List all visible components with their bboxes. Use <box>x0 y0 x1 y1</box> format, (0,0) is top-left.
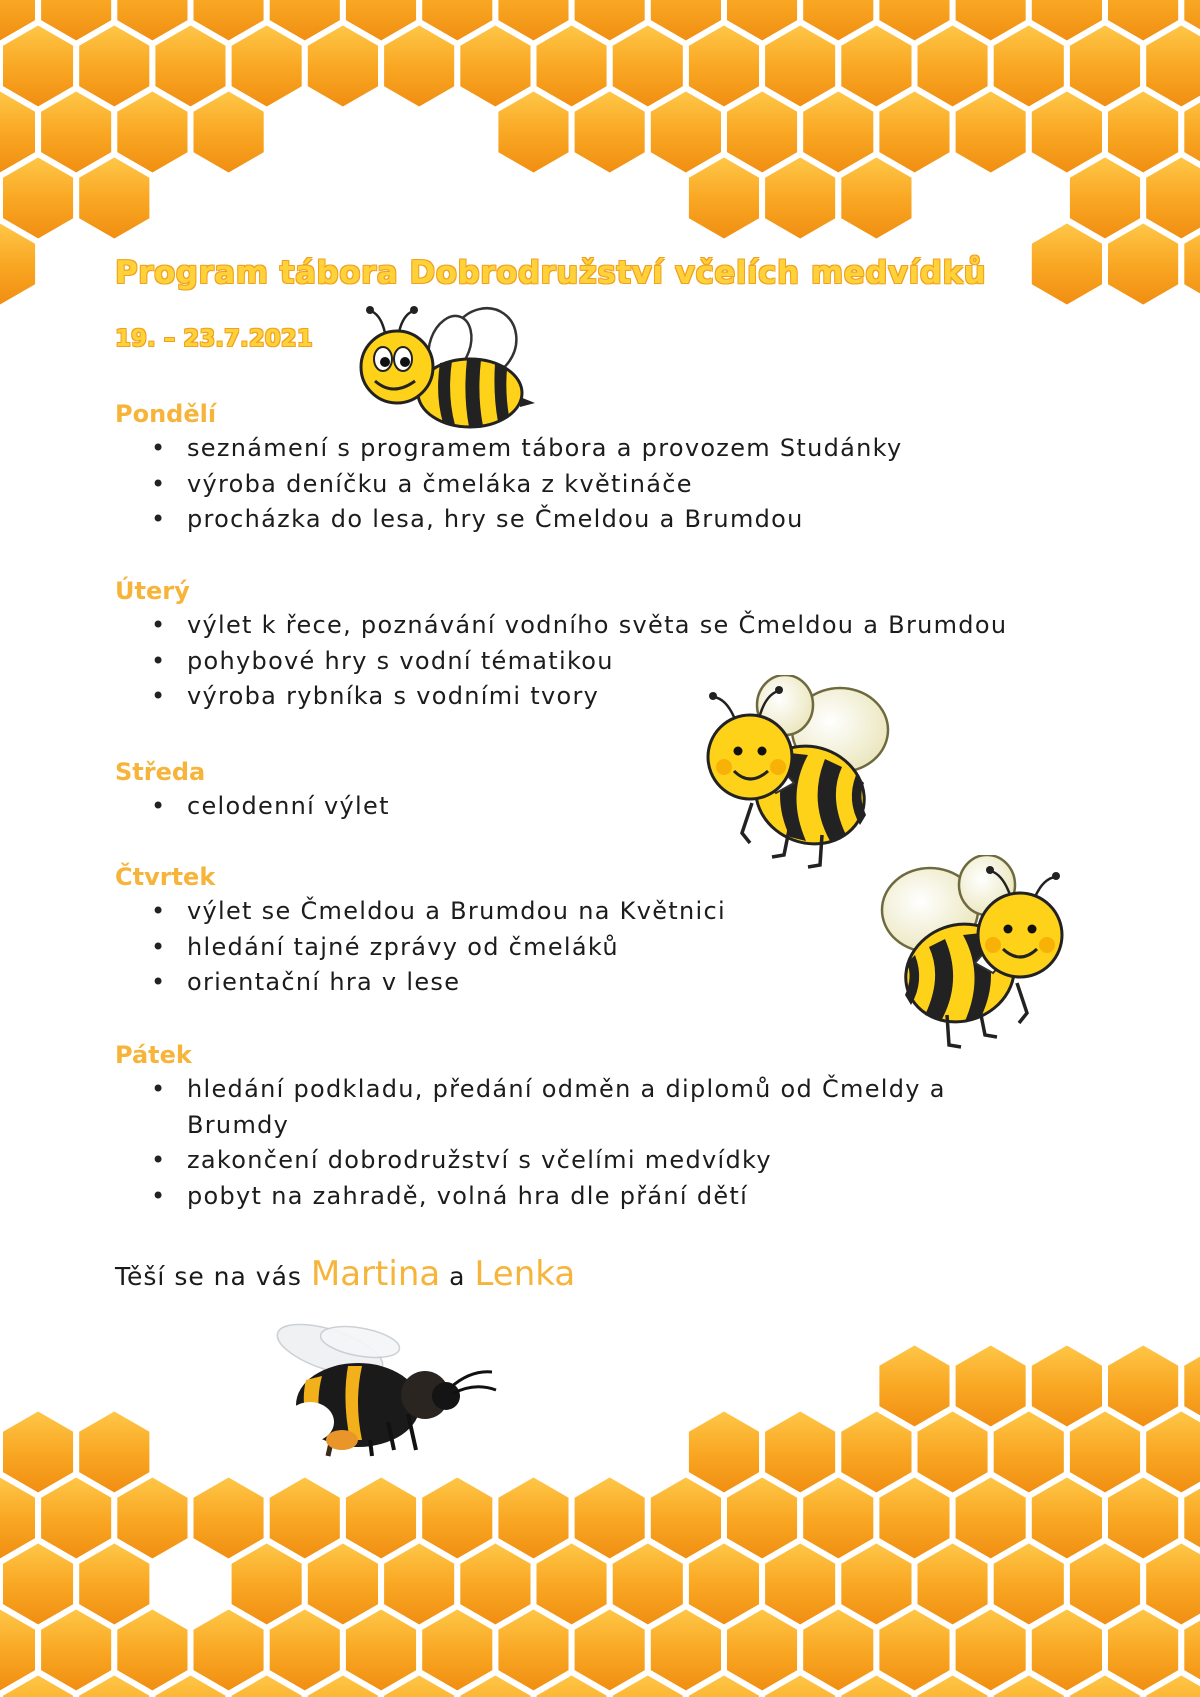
signoff-joiner: a <box>449 1262 466 1291</box>
signoff-prefix: Těší se na vás <box>115 1262 302 1291</box>
activity-list <box>115 1072 1115 1214</box>
activity-item: • seznámení s programem tábora a provozem Studánky <box>187 431 1115 467</box>
day-heading: Pátek <box>115 1041 192 1069</box>
day-heading: Čtvrtek <box>115 863 216 891</box>
activity-list <box>115 789 1115 825</box>
activity-item: • orientační hra v lese <box>187 965 1115 1001</box>
page-title: Program tábora Dobrodružství včelích medvídků <box>115 255 987 291</box>
activity-item: • výroba deníčku a čmeláka z květináče <box>187 467 1115 503</box>
signoff <box>115 1254 575 1294</box>
activity-item: • hledání tajné zprávy od čmeláků <box>187 930 1115 966</box>
cartoon-bee-icon <box>355 305 540 435</box>
activity-item: • pohybové hry s vodní tématikou <box>187 644 1115 680</box>
day-wednesday <box>115 755 1115 825</box>
activity-list <box>115 608 1115 715</box>
day-heading: Úterý <box>115 577 190 605</box>
day-heading: Středa <box>115 758 206 786</box>
name-lenka: Lenka <box>474 1254 576 1294</box>
activity-item: • výlet k řece, poznávání vodního světa se Čmeldou a Brumdou <box>187 608 1115 644</box>
activity-item: • zakončení dobrodružství s včelími medvídky <box>187 1143 1037 1179</box>
activity-item: • procházka do lesa, hry se Čmeldou a Brumdou <box>187 502 1115 538</box>
activity-item: • výlet se Čmeldou a Brumdou na Květnici <box>187 894 1115 930</box>
activity-list <box>115 431 1115 538</box>
day-heading: Pondělí <box>115 400 217 428</box>
camp-dates: 19. – 23.7.2021 <box>115 326 313 352</box>
bumblebee-icon <box>270 1310 500 1460</box>
activity-item: • pobyt na zahradě, volná hra dle přání dětí <box>187 1179 1037 1215</box>
activity-item: • výroba rybníka s vodními tvory <box>187 679 1115 715</box>
name-martina: Martina <box>310 1254 441 1294</box>
day-tuesday <box>115 574 1115 715</box>
cartoon-bee-icon <box>875 855 1080 1065</box>
cartoon-bee-icon <box>690 675 900 890</box>
day-monday <box>115 397 1115 538</box>
activity-item: • hledání podkladu, předání odměn a diplomů od Čmeldy a Brumdy <box>187 1072 1037 1143</box>
activity-item: • celodenní výlet <box>187 789 1115 825</box>
